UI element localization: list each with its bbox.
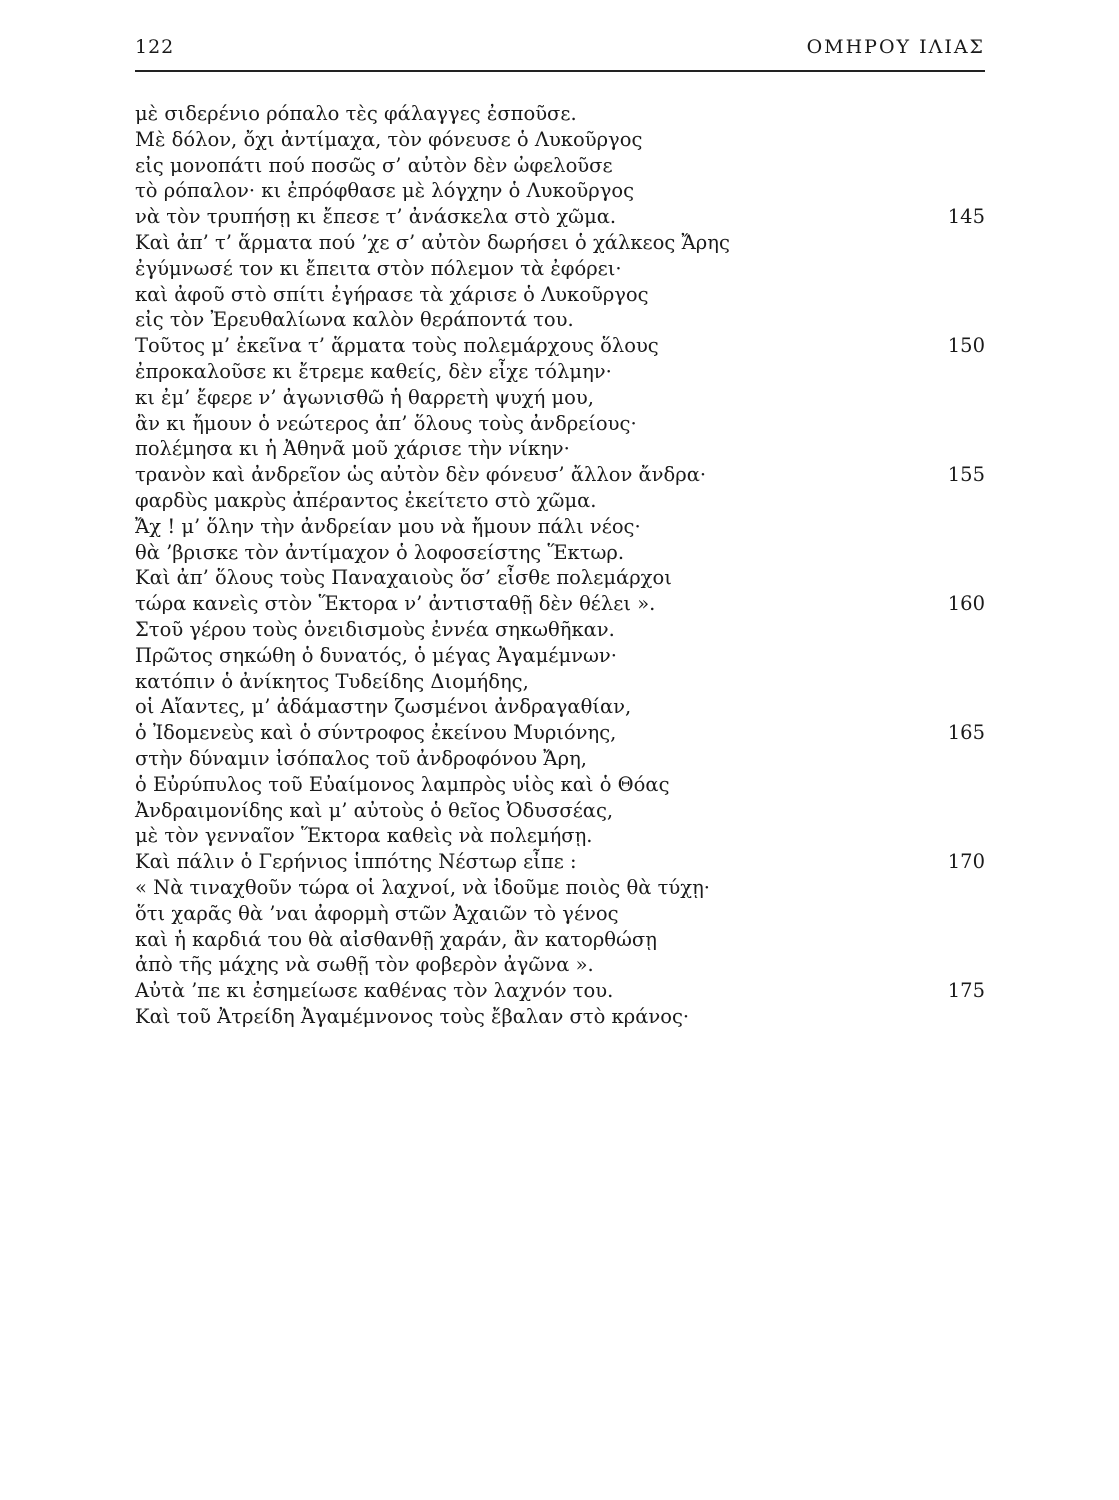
verse-text: Καὶ ἀπ’ τ’ ἅρματα πού ’χε σ’ αὐτὸν δωρήσει ὁ χάλκεος Ἄρης [135, 230, 730, 254]
verse-line [135, 333, 985, 359]
verse-line [135, 101, 985, 127]
page-header [135, 36, 985, 70]
verse-text: ἐπροκαλοῦσε κι ἔτρεμε καθείς, δὲν εἶχε τόλμην· [135, 359, 612, 383]
header-rule [135, 70, 985, 72]
verse-line [135, 720, 985, 746]
verse-text: κατόπιν ὁ ἀνίκητος Τυδείδης Διομήδης, [135, 669, 529, 693]
verse-line [135, 540, 985, 566]
verse-text: καὶ ἀφοῦ στὸ σπίτι ἐγήρασε τὰ χάρισε ὁ Λυκοῦργος [135, 282, 649, 306]
verse-line [135, 772, 985, 798]
line-number: 150 [947, 334, 985, 358]
verse-line [135, 307, 985, 333]
running-title: ΟΜΗΡΟΥ ΙΛΙΑΣ [806, 36, 985, 58]
verse-line [135, 565, 985, 591]
verse-text: εἰς μονοπάτι πού ποσῶς σ’ αὐτὸν δὲν ὠφελοῦσε [135, 153, 613, 177]
verse-text: πολέμησα κι ἡ Ἀθηνᾶ μοῦ χάρισε τὴν νίκην· [135, 437, 570, 461]
verse-text: Τοῦτος μ’ ἐκεῖνα τ’ ἅρματα τοὺς πολεμάρχους ὅλους [135, 334, 659, 358]
verse-text: τώρα κανεὶς στὸν Ἕκτορα ν’ ἀντισταθῇ δὲν θέλει ». [135, 592, 656, 616]
verse-line [135, 694, 985, 720]
verse-text: ἀπὸ τῆς μάχης νὰ σωθῇ τὸν φοβερὸν ἀγῶνα ». [135, 953, 594, 977]
verse-line [135, 127, 985, 153]
verse-text: φαρδὺς μακρὺς ἀπέραντος ἐκείτετο στὸ χῶμα. [135, 488, 597, 512]
verse-text: τὸ ρόπαλον· κι ἐπρόφθασε μὲ λόγχην ὁ Λυκοῦργος [135, 179, 635, 203]
verse-line [135, 798, 985, 824]
line-number: 170 [947, 850, 985, 874]
verse-text: ὁ Ἰδομενεὺς καὶ ὁ σύντροφος ἐκείνου Μυριόνης, [135, 721, 617, 745]
verse-text: μὲ σιδερένιο ρόπαλο τὲς φάλαγγες ἐσποῦσε. [135, 102, 577, 125]
verse-text: μὲ τὸν γενναῖον Ἕκτορα καθεὶς νὰ πολεμήσῃ. [135, 824, 593, 848]
verse-text: Μὲ δόλον, ὄχι ἀντίμαχα, τὸν φόνευσε ὁ Λυκοῦργος [135, 127, 643, 151]
verse-line [135, 952, 985, 978]
verse-list [135, 101, 985, 1030]
verse-line [135, 927, 985, 953]
verse-text: κι ἐμ’ ἔφερε ν’ ἀγωνισθῶ ἡ θαρρετὴ ψυχή μου, [135, 385, 594, 409]
verse-text: εἰς τὸν Ἐρευθαλίωνα καλὸν θεράποντά του. [135, 308, 574, 332]
page-number: 122 [135, 36, 175, 58]
verse-line [135, 591, 985, 617]
line-number: 175 [947, 979, 985, 1003]
verse-line [135, 178, 985, 204]
verse-text: ὁ Εὐρύπυλος τοῦ Εὐαίμονος λαμπρὸς υἱὸς καὶ ὁ Θόας [135, 772, 670, 796]
line-number: 145 [947, 205, 985, 229]
verse-line [135, 488, 985, 514]
verse-line [135, 385, 985, 411]
verse-text: ἐγύμνωσέ τον κι ἔπειτα στὸν πόλεμον τὰ ἐφόρει· [135, 256, 622, 280]
verse-line [135, 669, 985, 695]
verse-text: Ἄχ ! μ’ ὅλην τὴν ἀνδρείαν μου νὰ ἤμουν πάλι νέος· [135, 514, 641, 538]
verse-line [135, 204, 985, 230]
verse-line [135, 643, 985, 669]
verse-text: ὅτι χαρᾶς θὰ ’ναι ἀφορμὴ στῶν Ἀχαιῶν τὸ γένος [135, 901, 619, 925]
verse-line [135, 978, 985, 1004]
verse-line [135, 849, 985, 875]
verse-line [135, 256, 985, 282]
verse-text: θὰ ’βρισκε τὸν ἀντίμαχον ὁ λοφοσείστης Ἕκτωρ. [135, 540, 625, 564]
verse-text: οἱ Αἴαντες, μ’ ἀδάμαστην ζωσμένοι ἀνδραγαθίαν, [135, 695, 632, 719]
line-number: 160 [947, 592, 985, 616]
line-number: 155 [947, 463, 985, 487]
verse-text: νὰ τὸν τρυπήσῃ κι ἔπεσε τ’ ἀνάσκελα στὸ χῶμα. [135, 205, 617, 229]
verse-text: καὶ ἡ καρδιά του θὰ αἰσθανθῇ χαράν, ἂν κατορθώσῃ [135, 927, 657, 951]
verse-text: Καὶ πάλιν ὁ Γερήνιος ἱππότης Νέστωρ εἶπε : [135, 850, 577, 874]
verse-text: ἂν κι ἤμουν ὁ νεώτερος ἀπ’ ὅλους τοὺς ἀνδρείους· [135, 411, 637, 435]
verse-line [135, 153, 985, 179]
verse-line [135, 1004, 985, 1030]
verse-line [135, 901, 985, 927]
line-number: 165 [947, 721, 985, 745]
verse-line [135, 617, 985, 643]
verse-text: Αὐτὰ ’πε κι ἐσημείωσε καθένας τὸν λαχνόν του. [135, 979, 614, 1003]
verse-text: Ἀνδραιμονίδης καὶ μ’ αὐτοὺς ὁ θεῖος Ὀδυσσέας, [135, 798, 614, 822]
verse-line [135, 823, 985, 849]
verse-line [135, 875, 985, 901]
verse-text: « Νὰ τιναχθοῦν τώρα οἱ λαχνοί, νὰ ἰδοῦμε ποιὸς θὰ τύχῃ· [135, 875, 710, 899]
verse-text: Στοῦ γέρου τοὺς ὀνειδισμοὺς ἐννέα σηκωθῆκαν. [135, 617, 615, 641]
verse-text: Καὶ ἀπ’ ὅλους τοὺς Παναχαιοὺς ὅσ’ εἶσθε πολεμάρχοι [135, 566, 672, 590]
verse-text: Πρῶτος σηκώθη ὁ δυνατός, ὁ μέγας Ἀγαμέμνων· [135, 643, 617, 667]
verse-line [135, 746, 985, 772]
verse-line [135, 230, 985, 256]
verse-line [135, 282, 985, 308]
verse-line [135, 436, 985, 462]
verse-line [135, 359, 985, 385]
verse-line [135, 514, 985, 540]
verse-text: Καὶ τοῦ Ἀτρείδη Ἀγαμέμνονος τοὺς ἔβαλαν στὸ κράνος· [135, 1004, 690, 1028]
verse-line [135, 462, 985, 488]
verse-line [135, 411, 985, 437]
verse-text: στὴν δύναμιν ἰσόπαλος τοῦ ἀνδροφόνου Ἄρη, [135, 746, 587, 770]
verse-text: τρανὸν καὶ ἀνδρεῖον ὡς αὐτὸν δὲν φόνευσ’ ἄλλον ἄνδρα· [135, 463, 707, 487]
